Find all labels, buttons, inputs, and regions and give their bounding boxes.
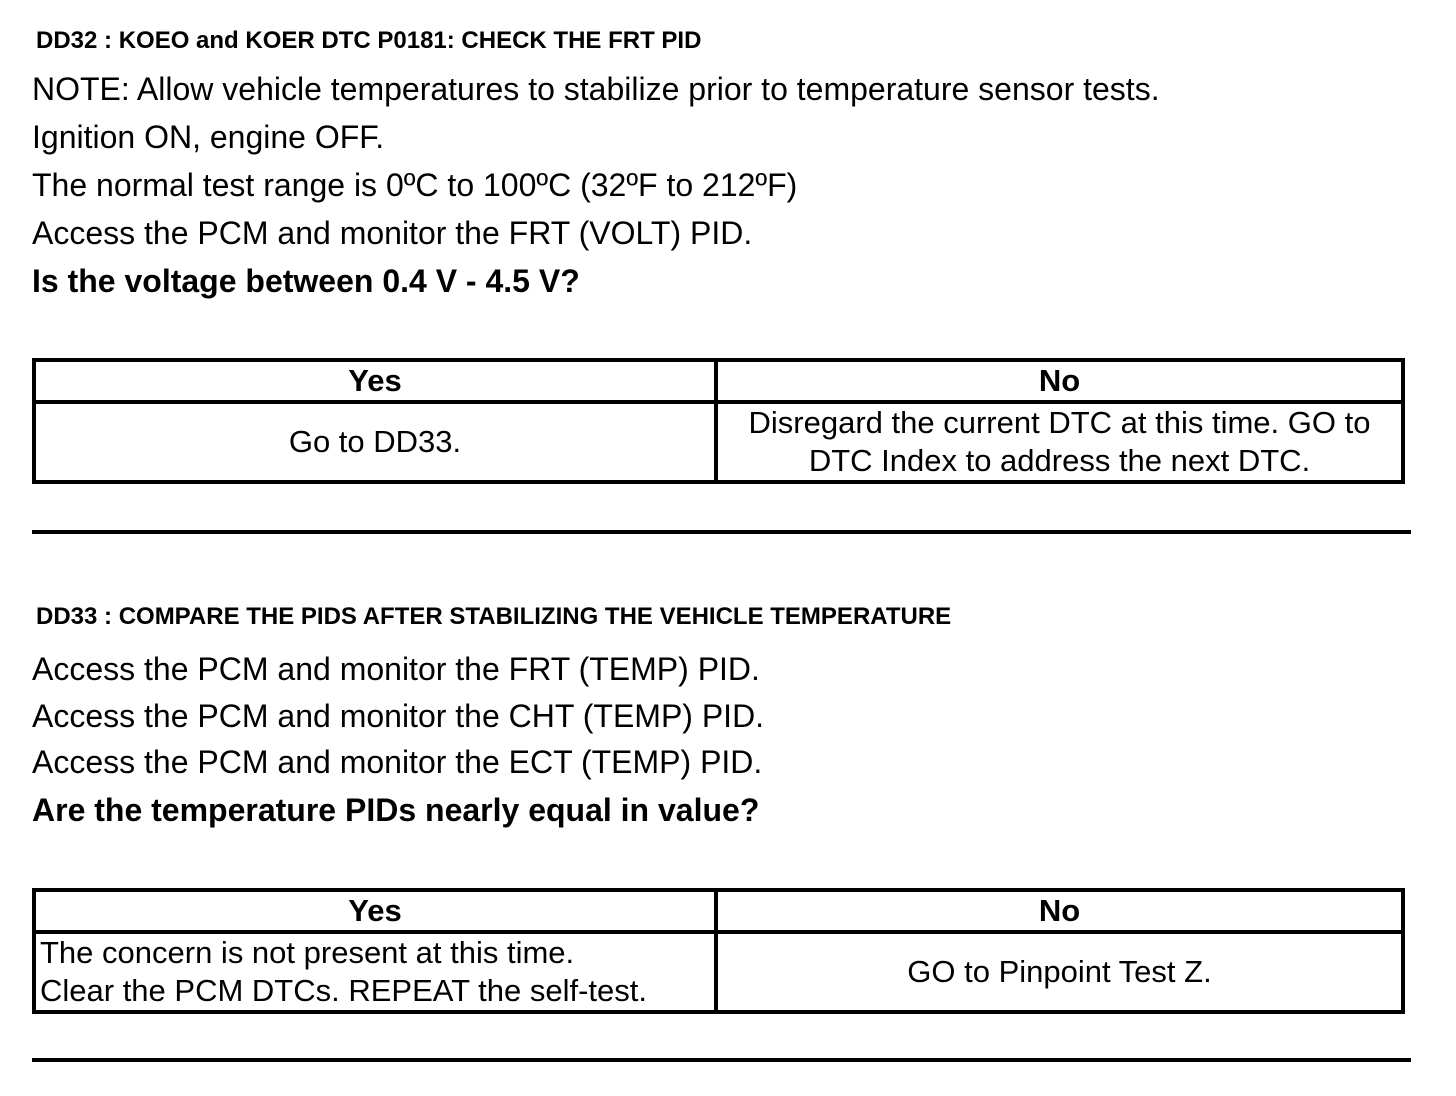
yes-header: Yes: [34, 360, 716, 402]
dd32-title: DD32 : KOEO and KOER DTC P0181: CHECK THE FRT PID: [36, 27, 702, 54]
dd32-range-line: The normal test range is 0ºC to 100ºC (32ºF to 212ºF): [32, 167, 798, 203]
yes-action: [34, 932, 716, 1012]
no-action-line-2: DTC Index to address the next DTC.: [808, 443, 1311, 478]
no-action: GO to Pinpoint Test Z.: [716, 932, 1403, 1012]
yes-action-line-1: The concern is not present at this time.: [40, 935, 575, 970]
table-header-row: [34, 890, 1403, 932]
dd32-access-line: Access the PCM and monitor the FRT (VOLT) PID.: [32, 215, 753, 251]
no-action: [716, 402, 1403, 482]
dd32-ignition-line: Ignition ON, engine OFF.: [32, 119, 385, 155]
dd33-question: Are the temperature PIDs nearly equal in value?: [32, 792, 760, 828]
dd32-decision-table: [32, 358, 1405, 484]
table-row: [34, 402, 1403, 482]
no-action-line-1: Disregard the current DTC at this time. GO to: [748, 405, 1371, 440]
yes-header: Yes: [34, 890, 716, 932]
dd33-title: DD33 : COMPARE THE PIDS AFTER STABILIZING THE VEHICLE TEMPERATURE: [36, 603, 952, 630]
table-row: [34, 932, 1403, 1012]
dd33-cht-line: Access the PCM and monitor the CHT (TEMP) PID.: [32, 698, 765, 734]
dd32-note-line: NOTE: Allow vehicle temperatures to stabilize prior to temperature sensor tests.: [32, 71, 1160, 107]
table-header-row: [34, 360, 1403, 402]
no-header: No: [716, 360, 1403, 402]
dd32-question: Is the voltage between 0.4 V - 4.5 V?: [32, 263, 580, 299]
dd33-ect-line: Access the PCM and monitor the ECT (TEMP) PID.: [32, 744, 763, 780]
dd33-frt-line: Access the PCM and monitor the FRT (TEMP) PID.: [32, 651, 760, 687]
yes-action: Go to DD33.: [34, 402, 716, 482]
section-divider: [32, 530, 1411, 534]
yes-action-line-2: Clear the PCM DTCs. REPEAT the self-test.: [40, 973, 647, 1008]
section-divider: [32, 1058, 1411, 1062]
no-header: No: [716, 890, 1403, 932]
dd33-decision-table: [32, 888, 1405, 1014]
